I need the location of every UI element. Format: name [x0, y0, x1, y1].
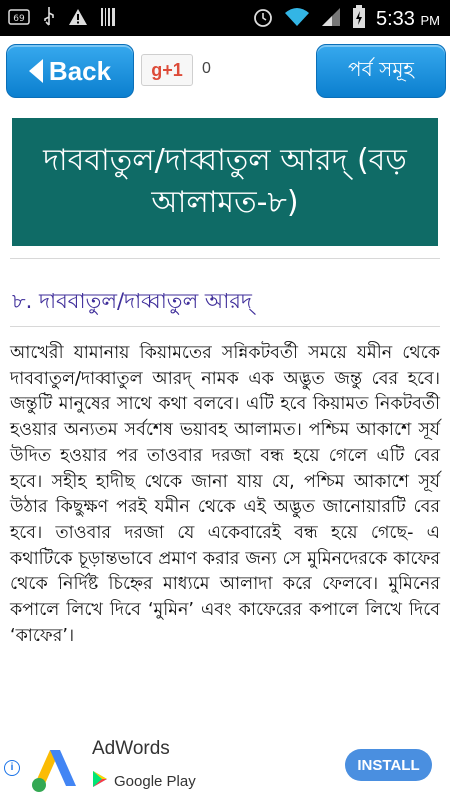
alarm-icon: [252, 6, 274, 32]
section-heading: ৮. দাববাতুল/দাব্বাতুল আরদ্: [12, 289, 252, 313]
article-body: আখেরী যামানায় কিয়ামতের সন্নিকটবর্তী সময়ে যমীন থেকে দাববাতুল/দাব্বাতুল আরদ্ নামক এক অদ্ভুত জন্তু বের হবে। জন্তুটি মানুষের সাথে কথা বলবে। এটি হবে কিয়ামত নিকটবর্তী হওয়ার অন্যতম সর্বশেষ ভয়াবহ আলামত। পশ্চিম আকাশে সূর্য উদিত হওয়ার পর তাওবার দরজা বন্ধ হয়ে গেলে এটি বের হবে। সহীহ হাদীছ থেকে জানা যায় যে, পশ্চিম আকাশে সূর্য উঠার কিছুক্ষণ পরই যমীন থেকে এই অদ্ভুত জানোয়ারটি বের হবে। তাওবার দরজা যে একেবারেই বন্ধ হয়ে গেছে- এ কথাটিকে চূড়ান্তভাবে প্রমাণ করার জন্য সে মুমিনদেরকে কাফের থেকে নির্দিষ্ট চিহ্নের মাধ্যমে আলাদা করে ফেলবে। মুমিনের কপালে লিখে দিবে ‘মুমিন’ এবং কাফেরের কপালে লিখে দিবে ‘কাফের’।: [10, 343, 440, 646]
gplus-count: 0: [202, 60, 211, 77]
barcode-icon: [100, 7, 116, 31]
google-play-label: Google Play: [114, 772, 196, 790]
signal-icon: [320, 6, 342, 32]
status-bar: [0, 0, 450, 36]
divider: [10, 258, 440, 259]
warning-icon: [68, 8, 88, 30]
play-store-icon: [92, 770, 108, 792]
ad-banner[interactable]: [0, 736, 450, 800]
page-title: দাববাতুল/দাব্বাতুল আরদ্ (বড় আলামত-৮): [12, 118, 438, 246]
status-time: 5:33 PM: [376, 7, 440, 30]
notification-icon: [8, 7, 30, 31]
parts-button-label: পর্ব সমূহ: [348, 56, 414, 81]
gplus-button[interactable]: [141, 54, 193, 86]
back-button[interactable]: [6, 44, 134, 98]
ad-title: AdWords: [92, 738, 170, 759]
back-arrow-icon: [29, 59, 43, 83]
install-button[interactable]: INSTALL: [345, 749, 432, 781]
gplus-label: g+1: [151, 59, 183, 80]
parts-list-button[interactable]: [316, 44, 446, 98]
status-badge: 69: [13, 14, 25, 24]
battery-icon: [352, 5, 366, 33]
back-button-label: Back: [48, 55, 112, 86]
wifi-icon: [284, 7, 310, 31]
status-right-icons: [252, 5, 440, 33]
adwords-logo-icon: [30, 742, 80, 794]
usb-icon: [42, 6, 56, 32]
app-header: [0, 36, 450, 108]
status-left-icons: [8, 6, 116, 32]
ad-info-icon[interactable]: i: [4, 760, 20, 776]
google-play-badge: [92, 770, 196, 792]
divider: [10, 326, 440, 327]
